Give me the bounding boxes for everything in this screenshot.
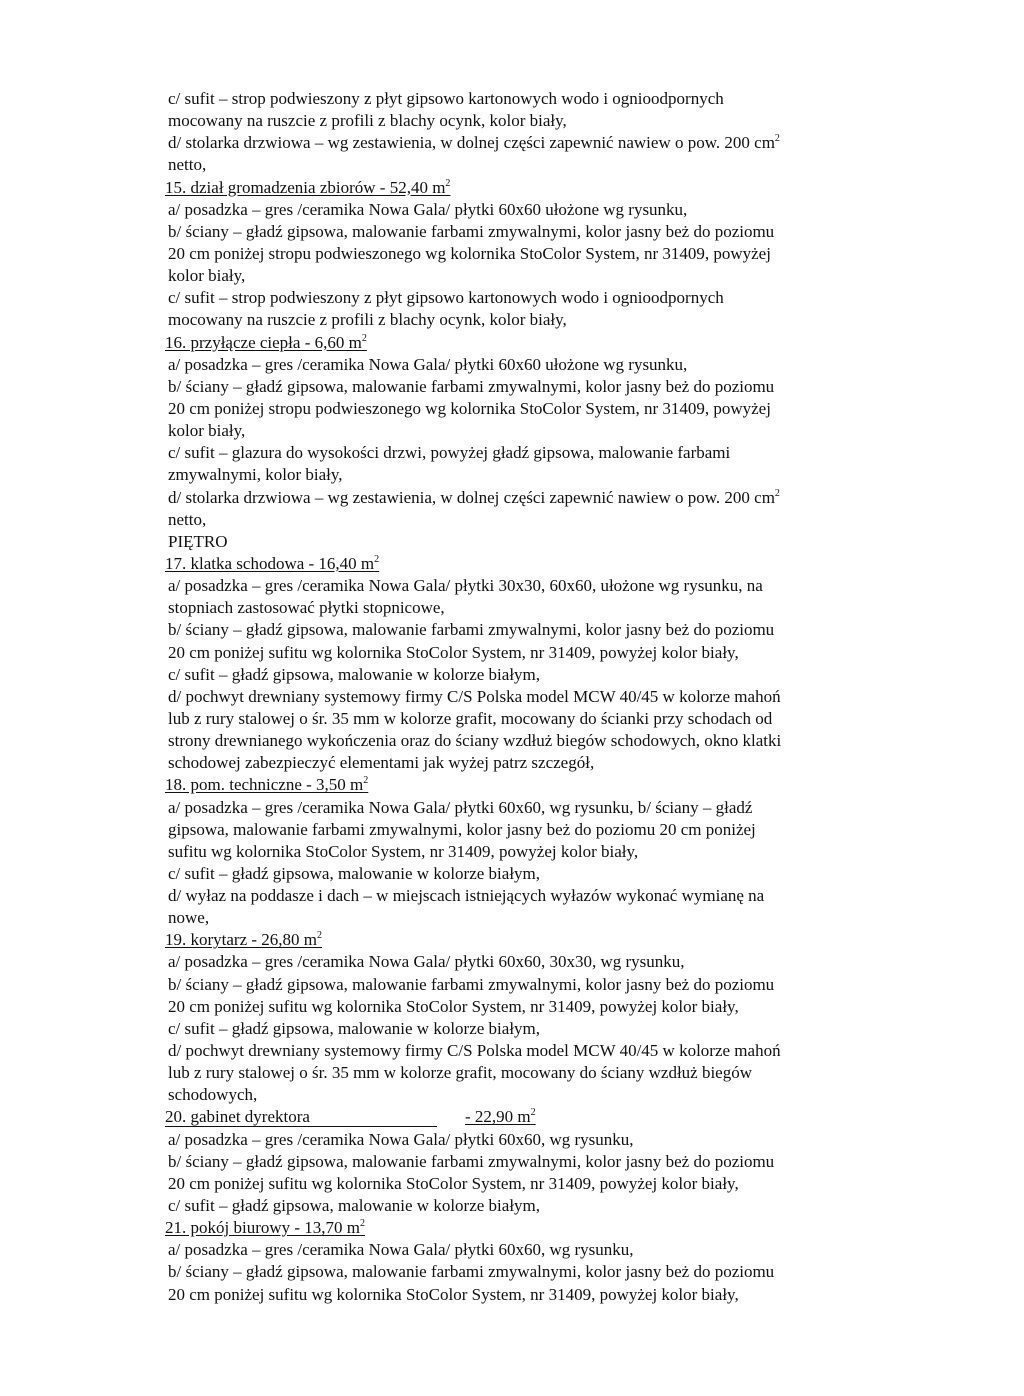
line-text	[168, 488, 780, 507]
line-content: zmywalnymi, kolor biały,	[168, 465, 343, 485]
line-content: c/ sufit – gładź gipsowa, malowanie w kolorze białym,	[168, 863, 541, 883]
superscript: 2	[774, 487, 780, 499]
line-content: 20 cm poniżej sufitu wg kolornika StoColor System, nr 31409, powyżej kolor biały,	[168, 642, 739, 662]
text-line	[168, 863, 868, 885]
superscript: 2	[361, 332, 367, 344]
section-heading	[165, 1106, 868, 1128]
line-content: c/ sufit – gładź gipsowa, malowanie w kolorze białym,	[168, 1196, 541, 1216]
line-content: stopniach zastosować płytki stopnicowe,	[168, 598, 445, 618]
line-content: c/ sufit – gładź gipsowa, malowanie w kolorze białym,	[168, 1018, 541, 1038]
line-text	[168, 1262, 774, 1281]
text-line	[168, 132, 868, 154]
text-line	[168, 243, 868, 265]
heading-area	[465, 1107, 536, 1126]
line-content: b/ ściany – gładź gipsowa, malowanie farbami zmywalnymi, kolor jasny beż do poziomu	[168, 376, 775, 396]
line-text	[168, 709, 772, 728]
line-content: c/ sufit – strop podwieszony z płyt gipsowo kartonowych wodo i ognioodpornych	[168, 89, 724, 108]
line-text	[168, 200, 687, 219]
text-line	[168, 1284, 868, 1306]
line-text	[168, 687, 781, 706]
text-line	[168, 1173, 868, 1195]
line-text	[168, 665, 540, 684]
section-heading	[165, 774, 868, 796]
text-line	[168, 819, 868, 841]
line-content: lub z rury stalowej o śr. 35 mm w kolorze grafit, mocowany do ścianki przy schodach od	[168, 708, 773, 728]
text-line	[168, 841, 868, 863]
line-content: schodowych,	[168, 1085, 258, 1105]
line-content: sufitu wg kolornika StoColor System, nr 31409, powyżej kolor biały,	[168, 841, 639, 861]
line-content: d/ stolarka drzwiowa – wg zestawienia, w dolnej części zapewnić nawiew o pow. 200 cm	[168, 133, 775, 153]
text-line	[168, 974, 868, 996]
line-text	[168, 1041, 781, 1060]
line-content: nowe,	[168, 908, 210, 928]
line-text	[168, 576, 763, 595]
line-text	[168, 753, 594, 772]
line-text	[168, 111, 567, 130]
line-content: a/ posadzka – gres /ceramika Nowa Gala/ płytki 60x60 ułożone wg rysunku,	[168, 199, 688, 219]
text-line	[168, 442, 868, 464]
line-content: 20 cm poniżej sufitu wg kolornika StoColor System, nr 31409, powyżej kolor biały,	[168, 996, 739, 1016]
line-content: a/ posadzka – gres /ceramika Nowa Gala/ płytki 60x60, wg rysunku,	[168, 1129, 634, 1149]
line-text	[168, 620, 774, 639]
line-text	[168, 643, 739, 662]
text-line	[168, 575, 868, 597]
superscript: 2	[374, 553, 380, 565]
line-text	[168, 377, 774, 396]
text-line	[168, 354, 868, 376]
line-text	[168, 1063, 752, 1082]
line-text	[168, 1085, 257, 1104]
line-text	[168, 244, 771, 263]
line-content: d/ pochwyt drewniany systemowy firmy C/S Polska model MCW 40/45 w kolorze mahoń	[168, 1041, 781, 1061]
line-text	[168, 355, 687, 374]
line-text	[168, 510, 206, 529]
text-line	[168, 1084, 868, 1106]
line-text	[168, 1174, 739, 1193]
text-line	[168, 686, 868, 708]
line-content: c/ sufit – glazura do wysokości drzwi, powyżej gładź gipsowa, malowanie farbami	[168, 443, 731, 463]
line-content: gipsowa, malowanie farbami zmywalnymi, kolor jasny beż do poziomu 20 cm poniżej	[168, 819, 756, 839]
line-content: netto,	[168, 509, 207, 529]
line-content: kolor biały,	[168, 266, 246, 286]
text-line	[168, 154, 868, 176]
line-content: d/ wyłaz na poddasze i dach – w miejscach istniejących wyłazów wykonać wymianę na	[168, 886, 765, 906]
line-content: 20 cm poniżej stropu podwieszonego wg kolornika StoColor System, nr 31409, powyżej	[168, 398, 771, 418]
heading-text	[165, 930, 322, 949]
line-text	[168, 133, 780, 152]
text-line	[168, 907, 868, 929]
line-content: mocowany na ruszcie z profili z blachy ocynk, kolor biały,	[168, 111, 567, 131]
text-line	[168, 708, 868, 730]
text-line	[168, 221, 868, 243]
line-text	[168, 1240, 634, 1259]
text-line	[168, 265, 868, 287]
text-line	[168, 287, 868, 309]
area-value: - 22,90 m	[465, 1107, 531, 1127]
line-content: a/ posadzka – gres /ceramika Nowa Gala/ płytki 60x60, wg rysunku, b/ ściany – gładź	[168, 797, 753, 817]
section-heading	[165, 177, 868, 199]
line-content: 15. dział gromadzenia zbiorów - 52,40 m	[165, 177, 446, 197]
section-heading	[165, 929, 868, 951]
line-text	[168, 864, 540, 883]
line-text	[168, 1152, 774, 1171]
line-content: a/ posadzka – gres /ceramika Nowa Gala/ płytki 60x60, 30x30, wg rysunku,	[168, 952, 685, 972]
text-line	[168, 199, 868, 221]
line-content: lub z rury stalowej o śr. 35 mm w kolorze grafit, mocowany do ściany wzdłuż biegów	[168, 1063, 753, 1083]
line-content: b/ ściany – gładź gipsowa, malowanie farbami zmywalnymi, kolor jasny beż do poziomu	[168, 620, 775, 640]
text-line	[168, 797, 868, 819]
text-line	[168, 1040, 868, 1062]
line-content: 20 cm poniżej sufitu wg kolornika StoColor System, nr 31409, powyżej kolor biały,	[168, 1284, 739, 1304]
line-content: d/ pochwyt drewniany systemowy firmy C/S Polska model MCW 40/45 w kolorze mahoń	[168, 686, 781, 706]
line-text	[168, 1130, 634, 1149]
line-content: d/ stolarka drzwiowa – wg zestawienia, w dolnej części zapewnić nawiew o pow. 200 cm	[168, 487, 775, 507]
line-text	[168, 399, 771, 418]
text-line	[168, 730, 868, 752]
text-line	[168, 1129, 868, 1151]
superscript: 2	[445, 177, 451, 189]
line-content: c/ sufit – strop podwieszony z płyt gipsowo kartonowych wodo i ognioodpornych	[168, 288, 724, 308]
text-line	[168, 996, 868, 1018]
line-content: 18. pom. techniczne - 3,50 m	[165, 775, 364, 795]
text-line	[168, 1018, 868, 1040]
text-line	[168, 885, 868, 907]
line-content: 17. klatka schodowa - 16,40 m	[165, 553, 375, 573]
line-content: b/ ściany – gładź gipsowa, malowanie farbami zmywalnymi, kolor jasny beż do poziomu	[168, 974, 775, 994]
line-text	[168, 886, 764, 905]
heading-text	[165, 178, 450, 197]
text-line	[168, 664, 868, 686]
line-content: 21. pokój biurowy - 13,70 m	[165, 1218, 361, 1238]
text-line	[168, 309, 868, 331]
line-content: b/ ściany – gładź gipsowa, malowanie farbami zmywalnymi, kolor jasny beż do poziomu	[168, 1262, 775, 1282]
line-text	[168, 465, 343, 484]
text-line	[168, 464, 868, 486]
line-text	[168, 908, 209, 927]
text-line	[168, 1195, 868, 1217]
line-content: 16. przyłącze ciepła - 6,60 m	[165, 332, 362, 352]
section-heading	[165, 1217, 868, 1239]
line-content: b/ ściany – gładź gipsowa, malowanie farbami zmywalnymi, kolor jasny beż do poziomu	[168, 1151, 775, 1171]
heading-text	[165, 333, 367, 352]
line-content: netto,	[168, 155, 207, 175]
line-text	[168, 222, 774, 241]
line-content: c/ sufit – gładź gipsowa, malowanie w kolorze białym,	[168, 664, 541, 684]
text-line	[168, 951, 868, 973]
text-line	[168, 752, 868, 774]
line-content: a/ posadzka – gres /ceramika Nowa Gala/ płytki 60x60 ułożone wg rysunku,	[168, 354, 688, 374]
line-text	[168, 952, 685, 971]
superscript: 2	[317, 930, 323, 942]
line-content: strony drewnianego wykończenia oraz do ściany wzdłuż biegów schodowych, okno klatki	[168, 731, 782, 751]
text-line	[168, 1151, 868, 1173]
text-line	[168, 531, 868, 553]
text-line	[168, 487, 868, 509]
superscript: 2	[774, 133, 780, 145]
line-text	[168, 997, 739, 1016]
line-text	[168, 798, 752, 817]
heading-text	[165, 775, 368, 794]
line-content: kolor biały,	[168, 421, 246, 441]
line-text	[168, 532, 228, 551]
heading-text	[165, 1108, 437, 1127]
line-text	[168, 1019, 540, 1038]
text-line	[168, 1239, 868, 1261]
line-content: a/ posadzka – gres /ceramika Nowa Gala/ płytki 60x60, wg rysunku,	[168, 1240, 634, 1260]
superscript: 2	[363, 775, 369, 787]
line-content: b/ ściany – gładź gipsowa, malowanie farbami zmywalnymi, kolor jasny beż do poziomu	[168, 221, 775, 241]
heading-text	[165, 1218, 365, 1237]
line-text	[168, 842, 638, 861]
line-text	[168, 1196, 540, 1215]
line-text	[168, 598, 445, 617]
line-text	[168, 310, 567, 329]
text-line	[168, 376, 868, 398]
line-content: a/ posadzka – gres /ceramika Nowa Gala/ płytki 30x30, 60x60, ułożone wg rysunku, na	[168, 576, 763, 596]
line-text	[168, 89, 724, 108]
line-content: mocowany na ruszcie z profili z blachy ocynk, kolor biały,	[168, 310, 567, 330]
line-content: 20 cm poniżej stropu podwieszonego wg kolornika StoColor System, nr 31409, powyżej	[168, 243, 771, 263]
line-text	[168, 1285, 739, 1304]
line-text	[168, 266, 245, 285]
text-line	[168, 420, 868, 442]
text-line	[168, 88, 868, 110]
section-heading	[165, 332, 868, 354]
line-text	[168, 975, 774, 994]
line-content: 20. gabinet dyrektora	[165, 1107, 310, 1127]
section-heading	[165, 553, 868, 575]
line-text	[168, 443, 730, 462]
line-text	[168, 155, 206, 174]
line-content: 19. korytarz - 26,80 m	[165, 930, 318, 950]
text-line	[168, 1261, 868, 1283]
line-content: PIĘTRO	[168, 531, 228, 551]
line-text	[168, 820, 756, 839]
text-line	[168, 619, 868, 641]
line-content: schodowej zabezpieczyć elementami jak wyżej patrz szczegół,	[168, 753, 595, 773]
text-line	[168, 398, 868, 420]
line-text	[168, 731, 781, 750]
line-text	[168, 288, 724, 307]
text-line	[168, 642, 868, 664]
text-line	[168, 110, 868, 132]
superscript: 2	[530, 1107, 536, 1119]
line-content: 20 cm poniżej sufitu wg kolornika StoColor System, nr 31409, powyżej kolor biały,	[168, 1173, 739, 1193]
heading-text	[165, 554, 379, 573]
text-line	[168, 1062, 868, 1084]
text-line	[168, 509, 868, 531]
text-line	[168, 597, 868, 619]
superscript: 2	[360, 1218, 366, 1230]
line-text	[168, 421, 245, 440]
document-page	[165, 88, 868, 1306]
